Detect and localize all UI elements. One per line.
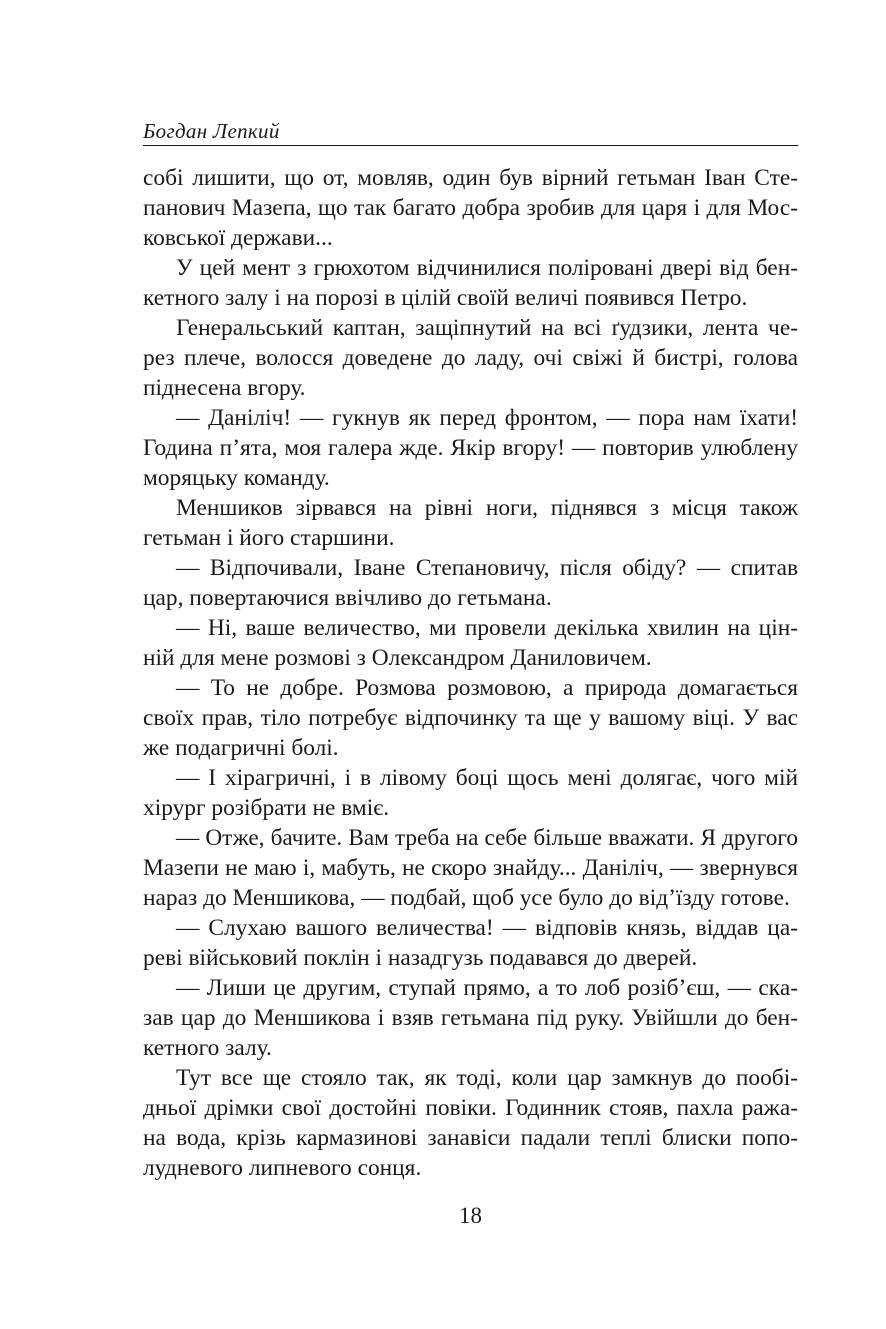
- text-line-17: ній для мене розмові з Олександром Даниловичем.: [143, 645, 652, 671]
- text-line-33: на вода, крізь кармазинові занавіси падали теплі блиски попо-: [143, 1125, 798, 1151]
- text-line-25: нараз до Меншикова, — подбай, щоб усе було до від’їзду готове.: [143, 885, 790, 911]
- text-line-21: — І хірагричні, і в лівому боці щось мені долягає, чого мій: [176, 765, 798, 791]
- text-line-16: — Ні, ваше величество, ми провели декілька хвилин на цін-: [176, 615, 798, 641]
- text-line-5: кетного залу і на порозі в цілій своїй величі появився Петро.: [143, 285, 748, 311]
- text-line-1: собі лишити, що от, мовляв, один був вірний гетьман Іван Сте-: [143, 165, 798, 191]
- text-line-9: — Даніліч! — гукнув як перед фронтом, — пора нам їхати!: [176, 405, 798, 431]
- running-head: Богдан Лепкий: [143, 119, 280, 143]
- text-line-28: — Лиши це другим, ступай прямо, а то лоб розіб’єш, — ска-: [176, 975, 798, 1001]
- text-line-11: моряцьку команду.: [143, 465, 330, 491]
- text-line-7: рез плече, волосся доведене до ладу, очі свіжі й бистрі, голова: [143, 345, 798, 371]
- text-line-6: Генеральський каптан, защіпнутий на всі ґудзики, лента че-: [176, 315, 798, 341]
- text-line-18: — То не добре. Розмова розмовою, а природа домагається: [176, 675, 798, 701]
- page-number: 18: [459, 1203, 482, 1228]
- body-text: [143, 163, 798, 1183]
- text-line-27: реві військовий поклін і назадгузь подавався до дверей.: [143, 945, 698, 971]
- text-line-3: ковської держави...: [143, 225, 333, 251]
- text-line-10: Година п’ята, моя галера жде. Якір вгору! — повторив улюблену: [143, 435, 798, 461]
- text-line-2: панович Мазепа, що так багато добра зробив для царя і для Мос-: [143, 195, 798, 221]
- text-line-34: лудневого липневого сонця.: [143, 1155, 422, 1181]
- text-line-22: хірург розібрати не вміє.: [143, 795, 390, 821]
- text-line-30: кетного залу.: [143, 1035, 272, 1061]
- text-line-20: же подагричні болі.: [143, 735, 339, 761]
- text-line-24: Мазепи не маю і, мабуть, не скоро знайду... Даніліч, — звернувся: [143, 855, 798, 881]
- header-rule: [143, 145, 798, 146]
- text-line-12: Меншиков зірвався на рівні ноги, піднявся з місця також: [176, 495, 798, 521]
- text-line-29: зав цар до Меншикова і взяв гетьмана під руку. Увійшли до бен-: [143, 1005, 798, 1031]
- text-line-8: піднесена вгору.: [143, 375, 306, 401]
- text-line-32: дньої дрімки свої достойні повіки. Годинник стояв, пахла ража-: [143, 1095, 798, 1121]
- text-line-19: своїх прав, тіло потребує відпочинку та ще у вашому віці. У вас: [143, 705, 798, 731]
- text-line-14: — Відпочивали, Іване Степановичу, після обіду? — спитав: [176, 555, 798, 581]
- text-line-15: цар, повертаючися ввічливо до гетьмана.: [143, 585, 552, 611]
- text-line-4: У цей мент з грюхотом відчинилися поліровані двері від бен-: [176, 255, 798, 281]
- text-line-13: гетьман і його старшини.: [143, 525, 395, 551]
- text-line-26: — Слухаю вашого величества! — відповів князь, віддав ца-: [176, 915, 798, 941]
- text-line-23: — Отже, бачите. Вам треба на себе більше вважати. Я другого: [176, 825, 798, 851]
- text-line-31: Тут все ще стояло так, як тоді, коли цар замкнув до пообі-: [176, 1065, 798, 1091]
